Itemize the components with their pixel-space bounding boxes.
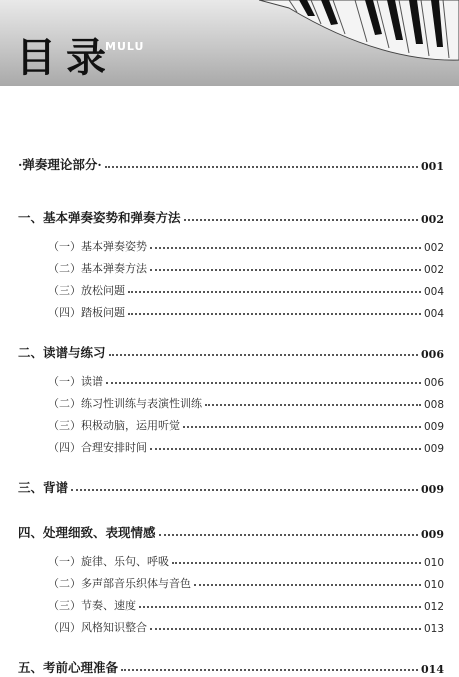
toc-page-number: 006 — [423, 377, 444, 389]
dot-leader — [139, 606, 421, 608]
toc-page-number: 004 — [423, 286, 444, 298]
toc-page-number: 013 — [423, 623, 444, 635]
toc-page-number: 001 — [421, 160, 444, 173]
toc-page-number: 009 — [423, 443, 444, 455]
toc-page-number: 012 — [423, 601, 444, 613]
page-title: 目录 — [16, 34, 116, 81]
toc-chapter-row[interactable] — [0, 521, 459, 541]
toc-entry-title: 三、背谱 — [18, 480, 69, 495]
page-subtitle: MULU — [105, 40, 145, 53]
toc-entry-title: 四、处理细致、表现情感 — [18, 525, 156, 540]
dot-leader — [150, 247, 421, 249]
toc-entry-title: ·弹奏理论部分· — [18, 157, 102, 172]
toc-page-number: 010 — [423, 557, 444, 569]
toc-page-number: 004 — [423, 308, 444, 320]
toc-chapter-row[interactable] — [0, 206, 459, 226]
toc-chapter-row[interactable] — [0, 341, 459, 361]
toc-entry-title: （一）旋律、乐句、呼吸 — [48, 555, 169, 568]
dot-leader — [194, 584, 421, 586]
toc-entry-title: （二）练习性训练与表演性训练 — [48, 397, 202, 410]
toc-entry-title: 五、考前心理准备 — [18, 660, 119, 675]
toc-entry-title: （三）积极动脑，运用听觉 — [48, 419, 180, 432]
toc-section-row[interactable] — [0, 615, 459, 635]
toc-section-row[interactable] — [0, 300, 459, 320]
toc-chapter-row[interactable] — [0, 656, 459, 676]
toc-page-number: 002 — [423, 264, 444, 276]
toc-section-row[interactable] — [0, 571, 459, 591]
toc-entry-title: 二、读谱与练习 — [18, 345, 106, 360]
dot-leader — [105, 166, 418, 168]
toc-section-row[interactable] — [0, 549, 459, 569]
toc-section-row[interactable] — [0, 413, 459, 433]
dot-leader — [183, 426, 421, 428]
toc-page-number: 009 — [421, 528, 444, 541]
toc-page-number: 006 — [421, 348, 444, 361]
toc-page-number: 014 — [421, 663, 444, 676]
dot-leader — [159, 534, 419, 536]
dot-leader — [106, 382, 421, 384]
dot-leader — [172, 562, 421, 564]
toc-section-row[interactable] — [0, 593, 459, 613]
toc-chapter-row[interactable] — [0, 153, 459, 173]
toc-entry-title: （二）基本弹奏方法 — [48, 262, 147, 275]
toc-entry-title: （四）踏板问题 — [48, 306, 125, 319]
toc-entry-title: （四）合理安排时间 — [48, 441, 147, 454]
toc-section-row[interactable] — [0, 256, 459, 276]
toc-section-row[interactable] — [0, 369, 459, 389]
toc-section-row[interactable] — [0, 234, 459, 254]
toc-entry-title: （一）基本弹奏姿势 — [48, 240, 147, 253]
dot-leader — [121, 669, 418, 671]
toc-page-number: 002 — [423, 242, 444, 254]
dot-leader — [128, 291, 421, 293]
dot-leader — [150, 269, 421, 271]
toc-chapter-row[interactable] — [0, 476, 459, 496]
dot-leader — [150, 628, 421, 630]
toc-page-number: 002 — [421, 213, 444, 226]
toc-entry-title: （三）节奏、速度 — [48, 599, 136, 612]
toc-entry-title: 一、基本弹奏姿势和弹奏方法 — [18, 210, 181, 225]
dot-leader — [184, 219, 419, 221]
dot-leader — [128, 313, 421, 315]
toc-section-row[interactable] — [0, 435, 459, 455]
toc-section-row[interactable] — [0, 278, 459, 298]
toc-page-number: 010 — [423, 579, 444, 591]
dot-leader — [109, 354, 419, 356]
dot-leader — [205, 404, 421, 406]
dot-leader — [71, 489, 418, 491]
toc-entry-title: （一）读谱 — [48, 375, 103, 388]
toc-entry-title: （二）多声部音乐织体与音色 — [48, 577, 191, 590]
dot-leader — [150, 448, 421, 450]
toc-page-number: 008 — [423, 399, 444, 411]
toc-entry-title: （四）风格知识整合 — [48, 621, 147, 634]
toc-page-number: 009 — [421, 483, 444, 496]
toc-entry-title: （三）放松问题 — [48, 284, 125, 297]
toc-section-row[interactable] — [0, 391, 459, 411]
toc-page-number: 009 — [423, 421, 444, 433]
